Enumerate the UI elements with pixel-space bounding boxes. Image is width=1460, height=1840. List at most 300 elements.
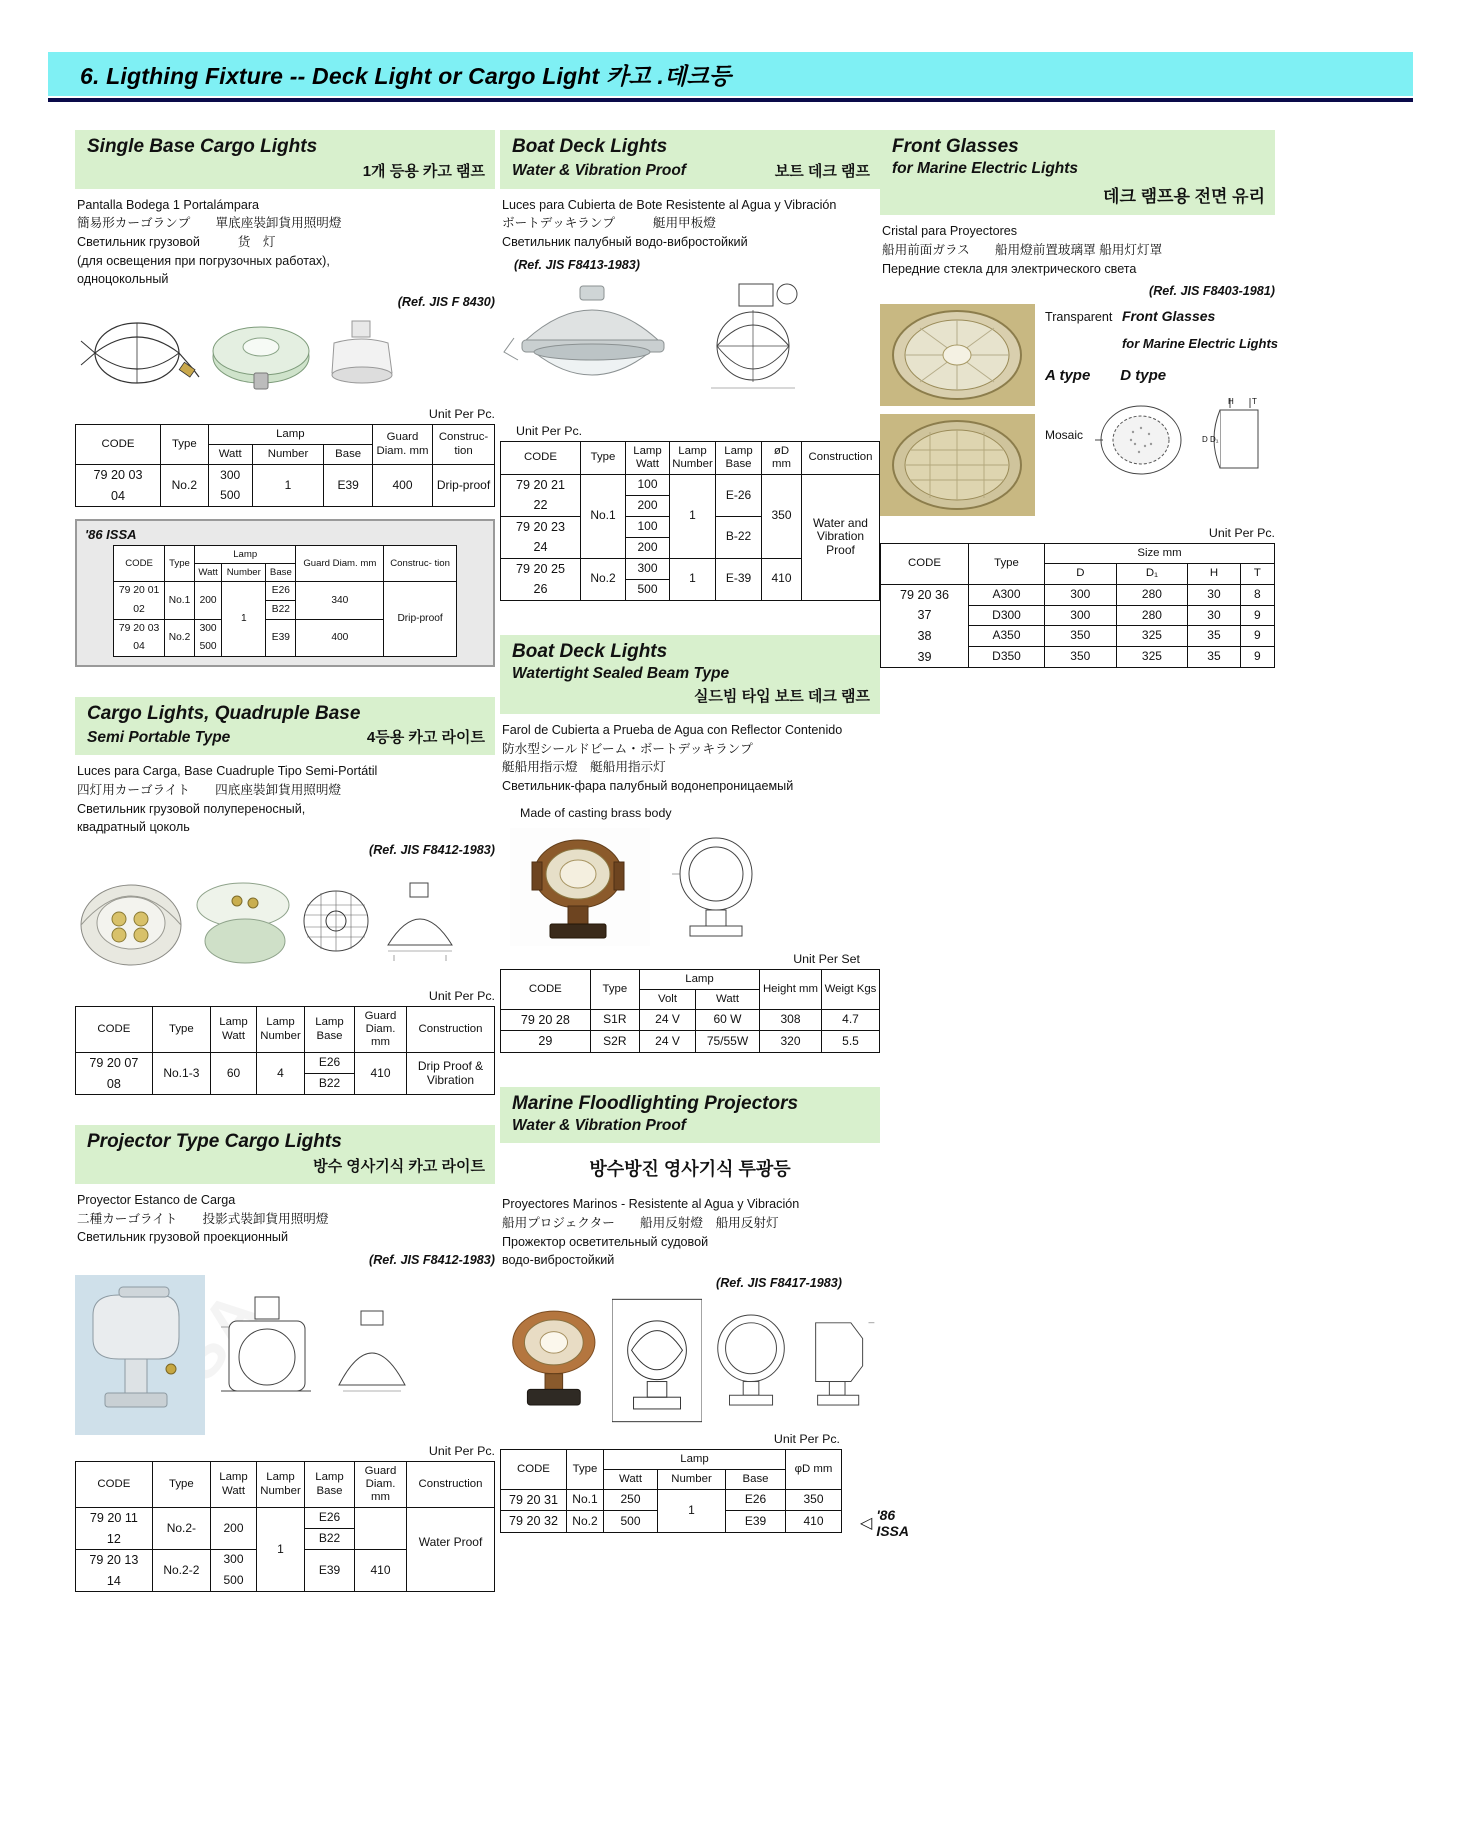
cell-code: 79 20 28: [501, 1009, 591, 1030]
label-d-type: D type: [1120, 367, 1167, 385]
lang-ja-zh: 四灯用カーゴライト 四底座裝卸貨用照明燈: [77, 783, 342, 797]
cell-guard: 400: [296, 619, 384, 656]
mosaic-front-glass-photo: [880, 414, 1035, 516]
cell-code: 12: [76, 1529, 153, 1550]
cell-code: 04: [114, 638, 165, 656]
quadruple-cargo-light-photo: [75, 865, 187, 983]
th-watt: Watt: [696, 989, 760, 1009]
lang-ru-1: Светильник грузовой 货 灯: [77, 235, 276, 250]
white-cargo-light-photo: [322, 317, 402, 403]
table-row: [76, 1053, 495, 1074]
issa-tag: '86 ISSA: [85, 527, 137, 543]
lang-ru: Передние стекла для электрического света: [882, 261, 1137, 276]
cell-number: 1: [658, 1490, 726, 1533]
section-title: Boat Deck Lights: [512, 640, 668, 662]
th-guard: Guard Diam. mm: [355, 1006, 407, 1052]
th-height: Height mm: [760, 969, 822, 1009]
th-type: Type: [165, 546, 195, 582]
cell-base: E39: [324, 465, 373, 507]
th-type: Type: [969, 544, 1045, 584]
cell-type: No.2: [160, 465, 208, 507]
th-d1: D₁: [1116, 564, 1188, 584]
section-sealed-beam-boat-deck-lights: [500, 635, 880, 1053]
cell-watt: 500: [208, 486, 252, 507]
cell-type: A350: [969, 626, 1045, 647]
th-lamp-base: Lamp Base: [305, 1461, 355, 1507]
cell-code: 79 20 07: [76, 1053, 153, 1074]
lang-es: Farol de Cubierta a Prueba de Agua con Reflector Contenido: [502, 723, 843, 738]
cell-code: 79 20 36: [881, 584, 969, 605]
cell-d: 350: [1045, 647, 1117, 668]
section-title: Cargo Lights, Quadruple Base: [87, 702, 361, 724]
cell-watt: 60 W: [696, 1009, 760, 1030]
cell-type: No.2-2: [152, 1550, 210, 1592]
svg-text:H: H: [1228, 397, 1234, 407]
cell-type: No.1: [566, 1490, 603, 1511]
th-code: CODE: [501, 1449, 567, 1489]
cell-guard: 400: [373, 465, 433, 507]
issa-note-label: '86 ISSA: [876, 1506, 909, 1539]
cell-watt: 250: [604, 1490, 658, 1511]
cell-h: 30: [1188, 584, 1241, 605]
cell-diameter: 350: [762, 474, 802, 558]
th-lamp-number: Lamp Number: [257, 1006, 305, 1052]
projector-cargo-light-photo: [75, 1275, 205, 1435]
table-row: [501, 1031, 880, 1052]
th-base: Base: [266, 564, 296, 582]
section-korean: 방수방진 영사기식 투광등: [589, 1159, 791, 1180]
th-watt: Watt: [194, 564, 221, 582]
cell-watt: 500: [604, 1511, 658, 1532]
cell-guard: 340: [296, 582, 384, 619]
table-row: [501, 474, 880, 495]
th-lamp-watt: Lamp Watt: [211, 1461, 257, 1507]
section-quadruple-base-cargo-lights: [75, 697, 495, 1096]
section-korean: 1개 등용 카고 램프: [362, 162, 485, 180]
cell-number: 1: [670, 474, 716, 558]
section-korean: 데크 램프용 전면 유리: [1103, 187, 1265, 207]
cell-base: E26: [305, 1508, 355, 1529]
cell-guard: [355, 1508, 407, 1529]
section-translations: [77, 762, 495, 837]
product-illustrations: [75, 1275, 495, 1440]
cell-code: 79 20 21: [501, 474, 581, 495]
th-lamp-base: Lamp Base: [716, 441, 762, 474]
cell-code: 79 20 03: [114, 619, 165, 637]
cell-construction: Drip-proof: [433, 465, 495, 507]
section-title: Boat Deck Lights: [512, 136, 668, 157]
cell-watt: 200: [194, 582, 221, 619]
green-cargo-light-photo: [206, 317, 316, 403]
th-guard: Guard Diam. mm: [373, 424, 433, 464]
cell-number: 1: [670, 558, 716, 600]
unit-label: Unit Per Pc.: [428, 1443, 495, 1458]
lang-es: Luces para Cubierta de Bote Resistente al Agua y Vibración: [502, 197, 837, 212]
page-header: [48, 52, 1413, 102]
table-row: [76, 1508, 495, 1529]
cell-code: 37: [881, 605, 969, 626]
unit-label: Unit Per Set: [793, 951, 860, 966]
cell-watt: 200: [626, 495, 670, 516]
th-code: CODE: [881, 544, 969, 584]
th-guard: Guard Diam. mm: [355, 1461, 407, 1507]
cell-code: 79 20 31: [501, 1490, 567, 1511]
table-row: [501, 1009, 880, 1030]
cell-d: 300: [1045, 605, 1117, 626]
cell-code: 02: [114, 600, 165, 619]
section-translations: [77, 196, 495, 289]
cell-construction: [407, 1508, 495, 1592]
projector-technical-drawing-front: [211, 1275, 321, 1435]
section-subtitle: Watertight Sealed Beam Type: [512, 664, 730, 682]
cell-code: 79 20 13: [76, 1550, 153, 1571]
cell-code: 29: [501, 1031, 591, 1052]
boat-deck-light-drawing: [691, 280, 816, 415]
cell-construction: Water and Vibration Proof: [802, 474, 880, 600]
th-lamp-base: Lamp Base: [305, 1006, 355, 1052]
cell-watt: 500: [626, 579, 670, 600]
cell-code: 22: [501, 495, 581, 516]
unit-label: Unit Per Pc.: [428, 988, 495, 1003]
lang-ja-zh: 簡易形カーゴランプ 單底座裝卸貨用照明燈: [77, 216, 342, 231]
reference-standard: (Ref. JIS F 8430): [397, 294, 495, 309]
lang-ja-zh: 船用前面ガラス 船用燈前置玻璃罩 船用灯灯罩: [882, 243, 1163, 258]
th-code: CODE: [76, 424, 161, 464]
issa-arrow-note: [860, 1506, 909, 1539]
cell-code: 24: [501, 537, 581, 558]
cell-h: 30: [1188, 605, 1241, 626]
th-construction: Construction: [407, 1461, 495, 1507]
product-illustrations: [500, 280, 880, 420]
section-translations: [77, 1191, 495, 1247]
reference-standard: (Ref. JIS F8412-1983): [369, 842, 495, 857]
column-right: [880, 130, 1279, 668]
cell-code: 38: [881, 626, 969, 647]
lang-es: Pantalla Bodega 1 Portalámpara: [77, 197, 260, 212]
cell-base: E-26: [716, 474, 762, 516]
d-type-glass-section-diagram: [1200, 394, 1278, 486]
cell-base: E39: [266, 619, 296, 656]
cell-watt: 60: [211, 1053, 257, 1095]
arrow-icon: ◁: [860, 1514, 873, 1532]
cell-height: 308: [760, 1009, 822, 1030]
reference-standard: (Ref. JIS F8417-1983): [716, 1275, 842, 1290]
th-type: Type: [160, 424, 208, 464]
unit-label: Unit Per Pc.: [773, 1431, 840, 1446]
cell-t: 8: [1240, 584, 1274, 605]
section-marine-floodlighting-projectors: [500, 1087, 909, 1539]
unit-label: Unit Per Pc.: [428, 406, 495, 421]
svg-text:T: T: [1252, 397, 1257, 407]
lang-ja-zh: 船用プロジェクター 船用反射燈 船用反射灯: [502, 1215, 779, 1230]
reference-standard: (Ref. JIS F8403-1981): [1149, 284, 1275, 299]
cell-type: D300: [969, 605, 1045, 626]
section-korean: 방수 영사기식 카고 라이트: [313, 1157, 485, 1175]
th-diameter: øD mm: [762, 441, 802, 474]
cell-construction-line1: Water Proof: [418, 1534, 483, 1549]
cell-t: 9: [1240, 647, 1274, 668]
lang-ru-1: Прожектор осветительный судовой: [502, 1234, 709, 1249]
label-mosaic: Mosaic: [1045, 428, 1084, 443]
th-construction: Construc- tion: [384, 546, 457, 582]
th-guard: Guard Diam. mm: [296, 546, 384, 582]
th-code: CODE: [76, 1461, 153, 1507]
cell-diameter: 410: [762, 558, 802, 600]
cell-t: 9: [1240, 626, 1274, 647]
th-lamp-number: Lamp Number: [257, 1461, 305, 1507]
th-lamp: Lamp: [604, 1449, 786, 1469]
cell-watt: 200: [211, 1508, 257, 1550]
section-korean: 보트 데크 램프: [774, 162, 870, 180]
projector-technical-drawing-side: [327, 1275, 417, 1435]
cell-base: E26: [266, 582, 296, 601]
section-title: Front Glasses: [892, 136, 1019, 157]
th-code: CODE: [501, 441, 581, 474]
cell-height: 320: [760, 1031, 822, 1052]
cell-base: B22: [305, 1074, 355, 1095]
cell-guard: 410: [355, 1550, 407, 1592]
th-type: Type: [581, 441, 626, 474]
th-code: CODE: [76, 1006, 153, 1052]
th-type: Type: [590, 969, 639, 1009]
quadruple-table: [75, 1006, 495, 1095]
th-base: Base: [726, 1469, 786, 1489]
cell-type: A300: [969, 584, 1045, 605]
lang-es: Luces para Carga, Base Cuadruple Tipo Semi-Portátil: [77, 764, 378, 779]
section-subtitle: Semi Portable Type: [87, 728, 231, 746]
cell-number: 4: [257, 1053, 305, 1095]
th-construction: Construc- tion: [433, 424, 495, 464]
th-type: Type: [152, 1006, 210, 1052]
cell-base: E-39: [716, 558, 762, 600]
table-row: [114, 582, 457, 601]
cell-t: 9: [1240, 605, 1274, 626]
cell-watt: 300: [194, 619, 221, 637]
lang-ru: Светильник палубный водо-вибростойкий: [502, 235, 748, 250]
cell-code: 08: [76, 1074, 153, 1095]
cell-weight: 5.5: [822, 1031, 880, 1052]
cell-d: 350: [1045, 626, 1117, 647]
table-row: [881, 605, 1275, 626]
unit-label: Unit Per Pc.: [516, 423, 583, 438]
cell-watt: 500: [194, 638, 221, 656]
boat-deck-light-photo: [500, 280, 685, 415]
table-row: [881, 647, 1275, 668]
cell-guard: [355, 1529, 407, 1550]
label-for-marine: for Marine Electric Lights: [1121, 336, 1279, 352]
cell-number: 1: [252, 465, 324, 507]
cell-watt: 100: [626, 516, 670, 537]
cell-watt: 100: [626, 474, 670, 495]
th-number: Number: [658, 1469, 726, 1489]
green-quadruple-light-photo: [193, 865, 293, 983]
cell-volt: 24 V: [640, 1009, 696, 1030]
th-construction: Construction: [802, 441, 880, 474]
cell-code: 39: [881, 647, 969, 668]
th-weight: Weigt Kgs: [822, 969, 880, 1009]
cell-watt: 500: [211, 1571, 257, 1592]
th-volt: Volt: [640, 989, 696, 1009]
section-title: Single Base Cargo Lights: [87, 136, 318, 157]
table-row: [881, 626, 1275, 647]
th-code: CODE: [501, 969, 591, 1009]
front-glasses-table: [880, 543, 1275, 668]
section-boat-deck-lights: [500, 130, 880, 601]
reference-standard: (Ref. JIS F8413-1983): [514, 257, 640, 272]
cell-watt: 300: [211, 1550, 257, 1571]
floodlight-projector-photo: [500, 1298, 608, 1423]
cell-base: E26: [726, 1490, 786, 1511]
cargo-light-wireframe-icon: [75, 317, 200, 403]
page-title: 6. Ligthing Fixture -- Deck Light or Cargo Light 카고 .데크등: [80, 62, 732, 89]
cell-watt: 300: [208, 465, 252, 486]
cell-number: 1: [222, 582, 266, 656]
th-diameter: φD mm: [786, 1449, 842, 1489]
cell-guard: 410: [355, 1053, 407, 1095]
cell-d1: 280: [1116, 605, 1188, 626]
label-transparent: Transparent Front Glasses: [1045, 308, 1216, 325]
section-translations: [502, 721, 880, 796]
section-subtitle: Water & Vibration Proof: [512, 1116, 686, 1134]
cell-type: No.2: [165, 619, 195, 656]
lang-ru-2: водо-вибростойкий: [502, 1253, 615, 1268]
cell-code: 79 20 01: [114, 582, 165, 601]
column-middle: [500, 130, 909, 1539]
section-heading: [75, 1125, 495, 1184]
th-lamp: Lamp: [640, 969, 760, 989]
th-code: CODE: [114, 546, 165, 582]
cell-type: No.2-: [152, 1508, 210, 1550]
boat-deck-table: [500, 441, 880, 601]
th-number: Number: [222, 564, 266, 582]
quadruple-technical-drawing-top: [299, 865, 374, 983]
sealed-beam-light-drawing: [656, 828, 776, 946]
th-base: Base: [324, 445, 373, 465]
sealed-beam-light-photo: [510, 828, 650, 946]
front-glass-labels: [1045, 304, 1278, 486]
th-d: D: [1045, 564, 1117, 584]
th-type: Type: [152, 1461, 210, 1507]
a-type-glass-diagram: [1089, 394, 1194, 486]
svg-text:D: D: [1202, 435, 1208, 445]
section-projector-type-cargo-lights: [75, 1125, 495, 1592]
issa-table: [113, 545, 457, 656]
section-heading: [75, 130, 495, 189]
product-illustrations: [510, 828, 880, 948]
th-lamp-number: Lamp Number: [670, 441, 716, 474]
cell-base: E39: [726, 1511, 786, 1532]
cell-code: 14: [76, 1571, 153, 1592]
table-row: [76, 465, 495, 486]
header-rule: [48, 98, 1413, 102]
product-illustrations: [75, 865, 495, 985]
cell-watt: 75/55W: [696, 1031, 760, 1052]
projector-table: [75, 1461, 495, 1592]
cell-weight: 4.7: [822, 1009, 880, 1030]
section-korean: 실드빔 타입 보트 데크 램프: [693, 688, 870, 706]
lang-ru-3: одноцокольный: [77, 272, 169, 287]
table-row: [501, 1490, 842, 1511]
cell-code: 79 20 03: [76, 465, 161, 486]
product-illustrations: [75, 317, 495, 403]
section-heading: [500, 130, 880, 189]
lang-ja-zh: ボートデッキランプ 艇用甲板燈: [502, 216, 716, 231]
transparent-front-glass-photo: [880, 304, 1035, 406]
floodlight-drawing-side: [800, 1298, 880, 1423]
lang-ru-2: (для освещения при погрузочных работах),: [77, 253, 330, 268]
label-a-type: A type: [1045, 367, 1091, 385]
cell-type: No.1-3: [152, 1053, 210, 1095]
unit-label: Unit Per Pc.: [1208, 526, 1275, 541]
label-front-glasses: Front Glasses: [1121, 308, 1216, 325]
lang-es: Proyector Estanco de Carga: [77, 1192, 236, 1207]
th-t: T: [1240, 564, 1274, 584]
svg-text:D₁: D₁: [1210, 435, 1219, 445]
lang-ja-zh: 二種カーゴライト 投影式裝卸貨用照明燈: [77, 1211, 329, 1226]
quadruple-technical-drawing-side: [380, 865, 460, 983]
lang-ru: Светильник грузовой проекционный: [77, 1230, 289, 1245]
section-front-glasses: [880, 130, 1279, 668]
cell-diameter: 350: [786, 1490, 842, 1511]
cell-base: B22: [266, 600, 296, 619]
floodlight-table: [500, 1449, 842, 1533]
floodlight-drawing-front: [706, 1298, 796, 1423]
th-construction: Construction: [407, 1006, 495, 1052]
lang-ru-1: Светильник грузовой полупереносный,: [77, 801, 306, 816]
cell-code: 26: [501, 579, 581, 600]
column-left: [75, 130, 495, 1592]
cell-code: 04: [76, 486, 161, 507]
section-heading: [500, 1087, 880, 1143]
lang-ru-2: квадратный цоколь: [77, 820, 190, 835]
front-glass-photos: [880, 304, 1035, 516]
cell-type: S2R: [590, 1031, 639, 1052]
cell-d1: 325: [1116, 647, 1188, 668]
floodlight-line-drawing: [612, 1298, 702, 1423]
section-subtitle: Water & Vibration Proof: [512, 162, 686, 180]
th-lamp-watt: Lamp Watt: [211, 1006, 257, 1052]
cell-type: D350: [969, 647, 1045, 668]
cell-watt: 300: [626, 558, 670, 579]
section-title: Marine Floodlighting Projectors: [512, 1092, 799, 1114]
th-lamp-watt: Lamp Watt: [626, 441, 670, 474]
cell-watt: 200: [626, 537, 670, 558]
th-number: Number: [252, 445, 324, 465]
cell-h: 35: [1188, 647, 1241, 668]
sealed-beam-table: [500, 969, 880, 1053]
cell-diameter: 410: [786, 1511, 842, 1532]
section-title: Projector Type Cargo Lights: [87, 1131, 342, 1153]
lang-es: Proyectores Marinos - Resistente al Agua y Vibración: [502, 1197, 800, 1212]
lang-ja: 防水型シールドビーム・ボートデッキランプ: [502, 741, 753, 756]
section-subtitle: for Marine Electric Lights: [892, 159, 1079, 177]
th-size: Size mm: [1045, 544, 1275, 564]
issa-inset-box: [75, 519, 495, 666]
section-translations: [882, 222, 1275, 278]
table-row: [881, 584, 1275, 605]
lang-zh: 艇船用指示燈 艇船用指示灯: [502, 760, 666, 775]
cell-number: 1: [257, 1508, 305, 1592]
cell-d1: 325: [1116, 626, 1188, 647]
cell-code: 79 20 23: [501, 516, 581, 537]
th-watt: Watt: [208, 445, 252, 465]
cell-type: No.1: [581, 474, 626, 558]
section-heading: [880, 130, 1275, 215]
section-translations: [502, 196, 880, 252]
cell-base: B-22: [716, 516, 762, 558]
cell-code: 79 20 11: [76, 1508, 153, 1529]
product-illustrations: [500, 1298, 880, 1428]
